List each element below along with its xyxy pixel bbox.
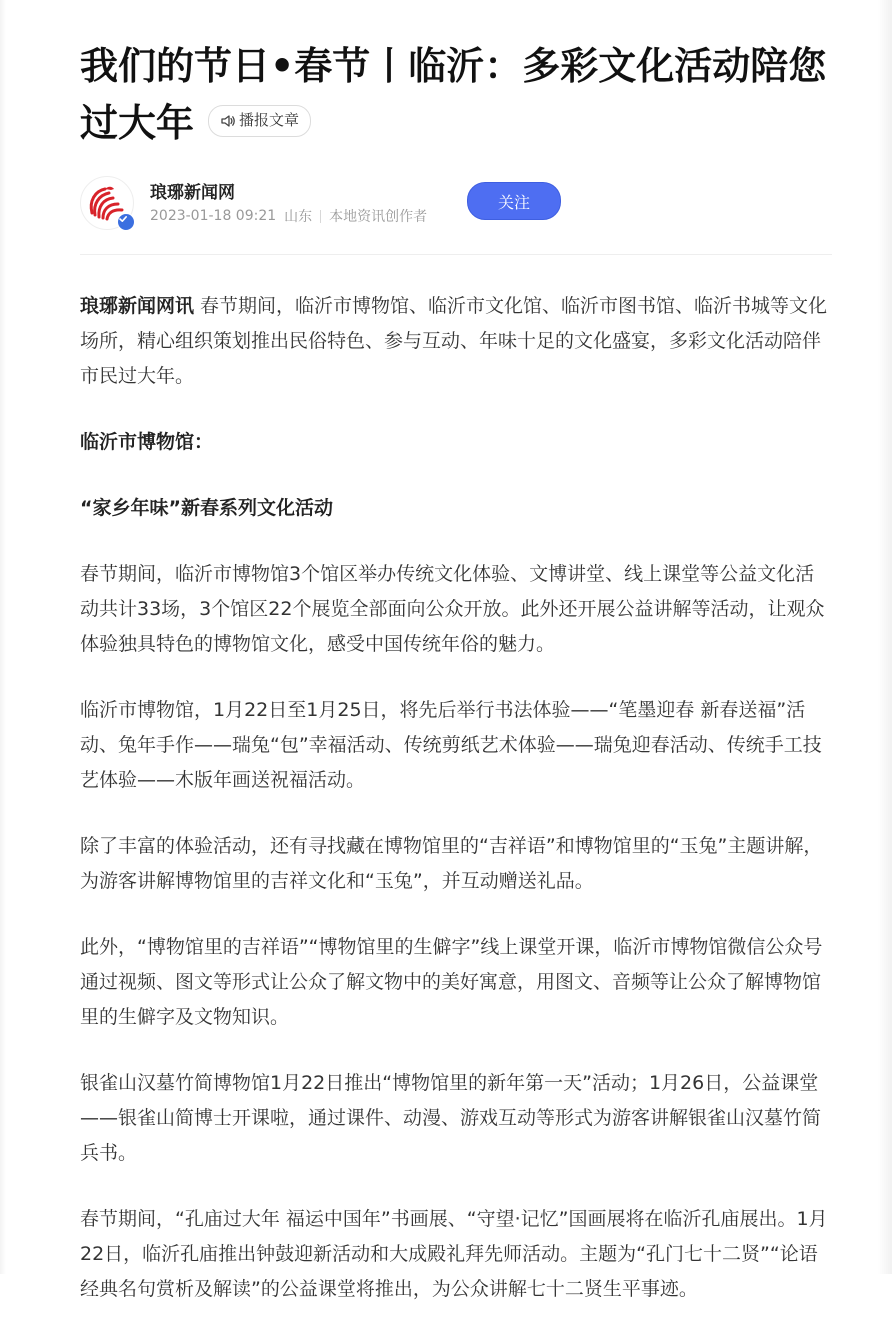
author-meta xyxy=(150,206,427,226)
author-role: 本地资讯创作者 xyxy=(329,209,428,225)
page-edge-left xyxy=(0,0,6,1274)
article-title-text: 我们的节日•春节丨临沂：多彩文化活动陪您过大年 xyxy=(80,44,827,145)
section-heading-museum: 临沂市博物馆： xyxy=(80,431,214,453)
publish-datetime: 2023-01-18 09:21 xyxy=(150,208,277,224)
follow-button[interactable]: 关注 xyxy=(467,182,561,220)
article-body xyxy=(80,289,832,1307)
page-edge-right xyxy=(878,0,892,1274)
body-paragraph: 银雀山汉墓竹简博物馆1月22日推出“博物馆里的新年第一天”活动；1月26日，公益课堂——银雀山简博士开课啦，通过课件、动漫、游戏互动等形式为游客讲解银雀山汉墓竹简兵书。 xyxy=(80,1072,822,1164)
body-paragraph: 临沂市博物馆，1月22日至1月25日，将先后举行书法体验——“笔墨迎春 新春送福”活动、兔年手作——瑞兔“包”幸福活动、传统剪纸艺术体验——瑞兔迎春活动、传统手工技艺体验——木版年画送祝福活动。 xyxy=(80,699,822,791)
section-subheading-activities: “家乡年味”新春系列文化活动 xyxy=(80,497,333,519)
author-bar xyxy=(80,176,832,254)
author-avatar[interactable] xyxy=(80,176,134,230)
intro-lead: 琅琊新闻网讯 xyxy=(80,295,195,317)
meta-divider xyxy=(320,210,321,223)
intro-paragraph xyxy=(80,289,832,394)
body-paragraph: 此外，“博物馆里的吉祥语”“博物馆里的生僻字”线上课堂开课，临沂市博物馆微信公众号通过视频、图文等形式让公众了解文物中的美好寓意，用图文、音频等让公众了解博物馆里的生僻字及文物知识。 xyxy=(80,936,823,1028)
author-name[interactable]: 琅琊新闻网 xyxy=(150,183,235,203)
body-paragraph: 春节期间，“孔庙过大年 福运中国年”书画展、“守望·记忆”国画展将在临沂孔庙展出。1月22日，临沂孔庙推出钟鼓迎新活动和大成殿礼拜先师活动。主题为“孔门七十二贤”“论语经典名句赏析及解读”的公益课堂将推出，为公众讲解七十二贤生平事迹。 xyxy=(80,1208,828,1300)
speaker-icon xyxy=(220,113,236,129)
verified-badge-icon xyxy=(117,213,135,231)
body-paragraph: 春节期间，临沂市博物馆3个馆区举办传统文化体验、文博讲堂、线上课堂等公益文化活动共计33场，3个馆区22个展览全部面向公众开放。此外还开展公益讲解等活动，让观众体验独具特色的博物馆文化，感受中国传统年俗的魅力。 xyxy=(80,563,825,655)
body-paragraph: 除了丰富的体验活动，还有寻找藏在博物馆里的“吉祥语”和博物馆里的“玉兔”主题讲解，为游客讲解博物馆里的吉祥文化和“玉兔”，并互动赠送礼品。 xyxy=(80,835,823,892)
intro-text: 春节期间，临沂市博物馆、临沂市文化馆、临沂市图书馆、临沂书城等文化场所，精心组织策划推出民俗特色、参与互动、年味十足的文化盛宴，多彩文化活动陪伴市民过大年。 xyxy=(80,295,828,387)
article-title xyxy=(80,38,832,152)
publish-location: 山东 xyxy=(284,209,313,225)
article xyxy=(80,0,832,1338)
listen-article-button[interactable] xyxy=(208,105,311,137)
header-divider xyxy=(80,254,832,255)
listen-article-label: 播报文章 xyxy=(239,111,300,129)
